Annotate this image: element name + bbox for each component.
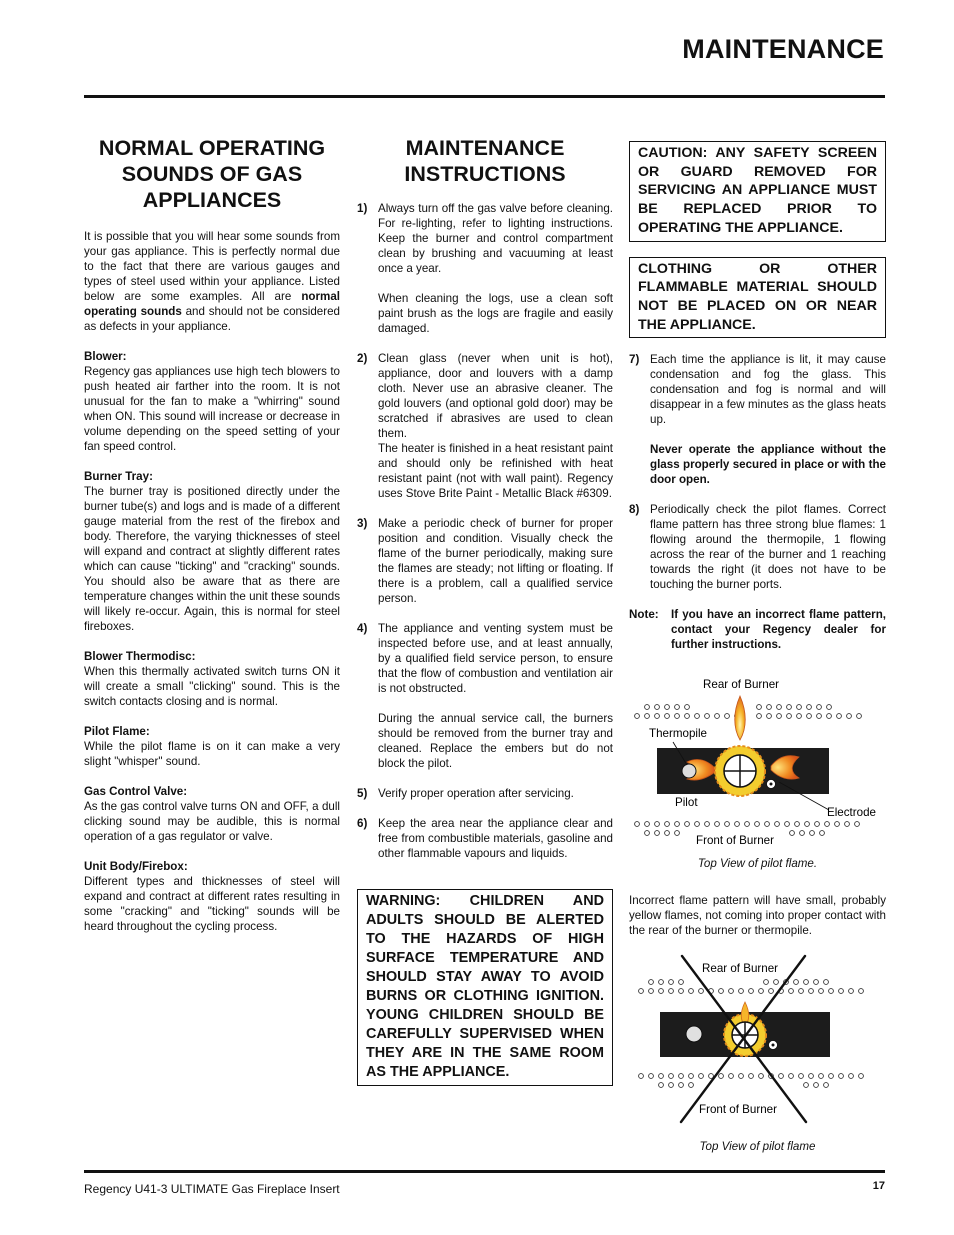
correct-diagram-caption: Top View of pilot flame. [697,857,818,871]
footer-product-name: Regency U41-3 ULTIMATE Gas Fireplace Insert [84,1182,340,1196]
front-of-burner-label: Front of Burner [696,834,774,848]
front-burner-ports [639,1074,864,1088]
rear-of-burner-label: Rear of Burner [703,678,780,692]
maintenance-heading: MAINTENANCE INSTRUCTIONS [404,136,566,186]
list-item: 3) Make a periodic check of burner for proper position and condition. Visually check the flame of the burner periodically, making sure the flames are steady; not lifting or floating. If there is a problem, call a qualified service person. [357,517,613,605]
pilot-label: Pilot [675,796,698,810]
rear-of-burner-label: Rear of Burner [702,962,779,976]
clothing-warning-box: CLOTHING OR OTHER FLAMMABLE MATERIAL SHOULD NOT BE PLACED ON OR NEAR THE APPLIANCE. [629,257,886,339]
list-item: 1) Always turn off the gas valve before cleaning. For re-lighting, refer to lighting instructions. Keep the burner and control compartment clean by brushing and vacuuming at least once a year. When cleaning the logs, use a clean soft paint brush as the logs are fragile and easily damaged. [357,202,613,335]
page-title: MAINTENANCE [682,34,884,64]
electrode-label: Electrode [827,806,876,820]
warning-box: WARNING: CHILDREN AND ADULTS SHOULD BE ALERTED TO THE HAZARDS OF HIGH SURFACE TEMPERATURE AND SHOULD STAY AWAY TO AVOID BURNS OR CLOTHING IGNITION. YOUNG CHILDREN SHOULD BE CAREFULLY SUPERVISED WHEN THEY ARE IN THE SAME ROOM AS THE APPLIANCE. [357,889,613,1086]
normal-sounds-intro: It is possible that you will hear some sounds from your gas appliance. This is perfectly normal due to the fact that there are various gauges and types of steel used within your appliance. Listed below are some examples. All are normal operating sounds and should not be considered as defects in your appliance. [84,230,340,333]
pilot-flame-text: While the pilot flame is on it can make a very slight "whisper" sound. [84,740,340,768]
gas-control-valve-text: As the gas control valve turns ON and OFF, a dull clicking sound may be audible, this is normal operation of a gas regulator or valve. [84,800,340,843]
list-item: 6) Keep the area near the appliance clear and free from combustible materials, gasoline and other flammable vapours and liquids. [357,817,613,860]
thermopile-tip [682,764,696,778]
incorrect-diagram-caption: Top View of pilot flame [699,1140,816,1154]
caution-box: CAUTION: ANY SAFETY SCREEN OR GUARD REMOVED FOR SERVICING AN APPLIANCE MUST BE REPLACED PRIOR TO OPERATING THE APPLIANCE. [629,141,886,242]
blower-thermodisc-text: When this thermally activated switch turns ON it will create a small "clicking" sound. This is the switch contacts closing and is normal. [84,665,340,708]
list-item: 4) The appliance and venting system must be inspected before use, and at least annually, by a qualified field service person, to ensure that the flow of combustion and ventilation air is not obstructed. During the annual service call, the burners should be removed from the burner tray and cleaned. Replace the embers but do not block the pilot. [357,622,613,770]
rear-burner-ports [635,705,862,719]
blower-thermodisc-title: Blower Thermodisc: [84,650,196,663]
normal-sounds-heading: NORMAL OPERATING SOUNDS OF GAS APPLIANCES [98,136,326,212]
incorrect-pattern-text: Incorrect flame pattern will have small, probably yellow flames, not coming into proper contact with the rear of the burner or thermopile. [629,894,886,938]
normal-sounds-column [84,135,340,934]
thermopile-label: Thermopile [649,727,707,741]
rear-flame [735,696,746,740]
rear-burner-ports [639,980,864,994]
pilot-flame-title: Pilot Flame: [84,725,150,738]
right-column [629,141,886,1154]
note: Note: If you have an incorrect flame pattern, contact your Regency dealer for further instructions. [629,608,886,652]
burner-tray-title: Burner Tray: [84,470,153,483]
blower-text: Regency gas appliances use high tech blowers to push heated air farther into the room. It is not unusual for the fan to make a "whirring" sound when ON. This sound will increase or decrease in volume depending on the speed setting of your fan speed control. [84,365,340,453]
footer-rule [84,1170,885,1173]
list-item: 2) Clean glass (never when unit is hot), appliance, door and louvers with a damp cloth. Never use an abrasive cleaner. The gold louvers (and optional gold door) may be scratched if abrasives are used to clean them. The heater is finished in a heat resistant paint and should only be refinished with heat resistant paint (not with wall paint). Regency uses Stove Brite Paint - Metallic Black #6309. [357,352,613,500]
unit-body-text: Different types and thicknesses of steel will expand and contract at different rates resulting in some "cracking" and "ticking" sounds will be heard throughout the cycling process. [84,875,340,933]
list-item: 7) Each time the appliance is lit, it may cause condensation and fog the glass. This condensation and fog is normal and will disappear in a few minutes as the glass heats up. Never operate the appliance without the glass properly secured in place or with the door open. [629,353,886,487]
list-item: 8) Periodically check the pilot flames. Correct flame pattern has three strong blue flames: 1 flowing around the thermopile, 1 flowing across the rear of the burner and 1 reaching towards the right (it does not have to be touching the burner ports. [629,503,886,592]
front-of-burner-label: Front of Burner [699,1103,777,1117]
unit-body-title: Unit Body/Firebox: [84,860,188,873]
correct-flame-diagram [629,658,886,858]
burner-tray-text: The burner tray is positioned directly under the burner tube(s) and logs and is made of a different gauge material from the rest of the firebox and body. Therefore, the varying thicknesses of steel will expand and contract at slightly different rates which can cause "ticking" and "cracking" sounds. You should also be aware that as there are temperature changes within the unit these sounds will likely re-occur. Again, this is normal for steel fireboxes. [84,485,340,633]
maintenance-column [357,135,613,1086]
gas-control-valve-title: Gas Control Valve: [84,785,188,798]
blower-title: Blower: [84,350,127,363]
incorrect-flame-diagram [629,946,886,1141]
page-number: 17 [872,1180,885,1192]
header-rule [84,95,885,98]
list-item: 5) Verify proper operation after servicing. [357,787,574,800]
thermopile-tip [686,1026,702,1042]
